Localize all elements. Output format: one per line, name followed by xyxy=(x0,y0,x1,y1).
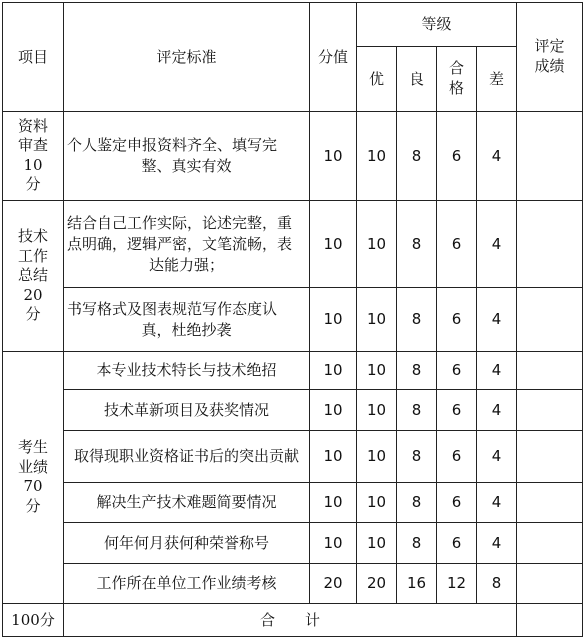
table-row xyxy=(3,112,583,201)
header-item: 项目 xyxy=(3,3,64,112)
result-cell[interactable] xyxy=(517,201,583,288)
grade-excellent-cell: 20 xyxy=(357,564,397,604)
grade-pass-cell: 6 xyxy=(437,390,477,431)
header-grade-good: 良 xyxy=(397,47,437,112)
grade-good-cell: 8 xyxy=(397,201,437,288)
criterion-cell: 个人鉴定申报资料齐全、填写完整、真实有效 xyxy=(64,112,310,201)
result-cell[interactable] xyxy=(517,112,583,201)
grade-good-cell: 8 xyxy=(397,483,437,523)
header-standard: 评定标准 xyxy=(64,3,310,112)
grade-pass-cell: 6 xyxy=(437,288,477,352)
grade-good-cell: 16 xyxy=(397,564,437,604)
header-grade-excellent: 优 xyxy=(357,47,397,112)
total-row xyxy=(3,604,583,637)
section-name-text: 考生业绩70分 xyxy=(17,438,48,515)
grade-poor-cell: 4 xyxy=(477,483,517,523)
score-cell: 10 xyxy=(310,288,357,352)
grade-excellent-cell: 10 xyxy=(357,483,397,523)
criterion-cell: 取得现职业资格证书后的突出贡献 xyxy=(64,431,310,483)
section-name-text: 技术工作总结20分 xyxy=(17,227,48,323)
grade-pass-cell: 6 xyxy=(437,431,477,483)
table-row xyxy=(3,352,583,390)
grade-pass-cell: 6 xyxy=(437,523,477,564)
header-grade: 等级 xyxy=(357,3,517,47)
grade-good-cell: 8 xyxy=(397,112,437,201)
result-cell[interactable] xyxy=(517,564,583,604)
criterion-cell: 技术革新项目及获奖情况 xyxy=(64,390,310,431)
section-name xyxy=(3,201,64,352)
table-row xyxy=(3,288,583,352)
result-cell[interactable] xyxy=(517,523,583,564)
header-result xyxy=(517,3,583,112)
table-row xyxy=(3,564,583,604)
section-name-text: 资料审查10分 xyxy=(17,116,48,194)
grade-poor-cell: 4 xyxy=(477,112,517,201)
section-name xyxy=(3,112,64,201)
header-grade-pass-text: 合格 xyxy=(448,59,464,97)
grade-poor-cell: 4 xyxy=(477,390,517,431)
result-cell[interactable] xyxy=(517,288,583,352)
score-cell: 10 xyxy=(310,431,357,483)
result-cell[interactable] xyxy=(517,352,583,390)
grade-excellent-cell: 10 xyxy=(357,112,397,201)
grade-poor-cell: 4 xyxy=(477,523,517,564)
grade-pass-cell: 12 xyxy=(437,564,477,604)
grade-excellent-cell: 10 xyxy=(357,523,397,564)
score-table xyxy=(2,2,583,637)
grade-excellent-cell: 10 xyxy=(357,352,397,390)
score-cell: 10 xyxy=(310,201,357,288)
score-cell: 10 xyxy=(310,352,357,390)
grade-excellent-cell: 10 xyxy=(357,390,397,431)
grade-poor-cell: 4 xyxy=(477,352,517,390)
grade-good-cell: 8 xyxy=(397,431,437,483)
score-cell: 10 xyxy=(310,390,357,431)
criterion-cell: 何年何月获何种荣誉称号 xyxy=(64,523,310,564)
grade-excellent-cell: 10 xyxy=(357,431,397,483)
table-row xyxy=(3,201,583,288)
grade-good-cell: 8 xyxy=(397,352,437,390)
grade-poor-cell: 8 xyxy=(477,564,517,604)
grade-pass-cell: 6 xyxy=(437,201,477,288)
grade-poor-cell: 4 xyxy=(477,431,517,483)
section-name xyxy=(3,352,64,604)
table-row xyxy=(3,483,583,523)
grade-pass-cell: 6 xyxy=(437,352,477,390)
grade-excellent-cell: 10 xyxy=(357,288,397,352)
header-row-top xyxy=(3,3,583,47)
header-score: 分值 xyxy=(310,3,357,112)
criterion-cell: 本专业技术特长与技术绝招 xyxy=(64,352,310,390)
result-cell[interactable] xyxy=(517,483,583,523)
result-cell[interactable] xyxy=(517,431,583,483)
grade-excellent-cell: 10 xyxy=(357,201,397,288)
header-grade-pass xyxy=(437,47,477,112)
score-cell: 20 xyxy=(310,564,357,604)
grade-poor-cell: 4 xyxy=(477,288,517,352)
score-cell: 10 xyxy=(310,483,357,523)
grade-pass-cell: 6 xyxy=(437,112,477,201)
grade-pass-cell: 6 xyxy=(437,483,477,523)
criterion-cell: 书写格式及图表规范写作态度认真，杜绝抄袭 xyxy=(64,288,310,352)
score-cell: 10 xyxy=(310,112,357,201)
table-row xyxy=(3,431,583,483)
grade-good-cell: 8 xyxy=(397,523,437,564)
table-row xyxy=(3,523,583,564)
header-result-text: 评定成绩 xyxy=(534,37,565,75)
score-cell: 10 xyxy=(310,523,357,564)
header-grade-poor: 差 xyxy=(477,47,517,112)
grade-poor-cell: 4 xyxy=(477,201,517,288)
table-row xyxy=(3,390,583,431)
total-result-cell[interactable] xyxy=(517,604,583,637)
total-label: 合 计 xyxy=(64,604,517,637)
grade-good-cell: 8 xyxy=(397,288,437,352)
criterion-cell: 工作所在单位工作业绩考核 xyxy=(64,564,310,604)
total-score: 100分 xyxy=(3,604,64,637)
result-cell[interactable] xyxy=(517,390,583,431)
criterion-cell: 结合自己工作实际，论述完整，重点明确，逻辑严密，文笔流畅，表达能力强； xyxy=(64,201,310,288)
criterion-cell: 解决生产技术难题简要情况 xyxy=(64,483,310,523)
grade-good-cell: 8 xyxy=(397,390,437,431)
